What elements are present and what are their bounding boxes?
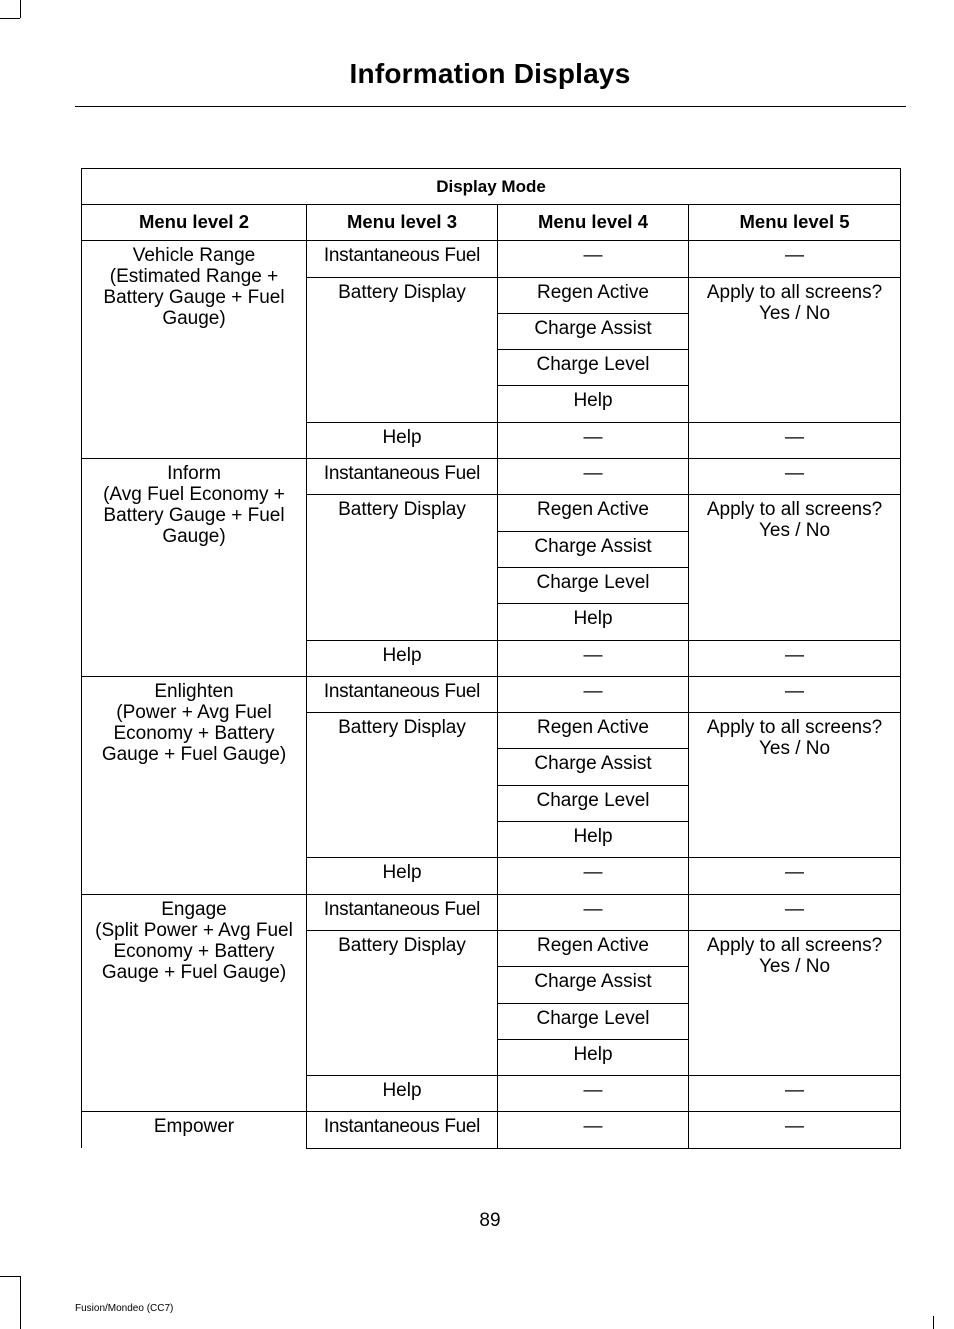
menu-level-4-cell: — bbox=[498, 241, 689, 277]
crop-mark bbox=[0, 18, 20, 19]
menu-level-5-cell: — bbox=[689, 422, 901, 458]
menu-level-3-cell: Help bbox=[307, 640, 498, 676]
menu-level-3-cell: Instantaneous Fuel bbox=[307, 459, 498, 495]
display-mode-table bbox=[81, 168, 901, 1149]
table-row bbox=[82, 241, 901, 277]
menu-level-3-cell: Help bbox=[307, 422, 498, 458]
menu-level-4-cell: Charge Assist bbox=[498, 531, 689, 567]
menu-level-2-name: Engage bbox=[161, 898, 227, 920]
menu-level-5-cell: — bbox=[689, 241, 901, 277]
menu-level-4-cell: Charge Assist bbox=[498, 313, 689, 349]
menu-level-4-cell: — bbox=[498, 422, 689, 458]
column-header: Menu level 3 bbox=[307, 205, 498, 241]
menu-level-4-cell: Regen Active bbox=[498, 277, 689, 313]
menu-level-4-cell: Help bbox=[498, 386, 689, 422]
title-divider bbox=[75, 106, 906, 107]
crop-mark bbox=[20, 1276, 21, 1329]
menu-level-2-cell bbox=[82, 894, 307, 1112]
menu-level-4-cell: — bbox=[498, 640, 689, 676]
menu-level-2-cell bbox=[82, 676, 307, 894]
menu-level-4-cell: Charge Level bbox=[498, 1003, 689, 1039]
footer-model: Fusion/Mondeo (CC7) bbox=[75, 1303, 174, 1314]
menu-level-4-cell: — bbox=[498, 459, 689, 495]
menu-level-4-cell: Charge Assist bbox=[498, 749, 689, 785]
menu-level-3-cell: Instantaneous Fuel bbox=[307, 241, 498, 277]
menu-level-2-detail: (Estimated Range + Battery Gauge + Fuel Gauge) bbox=[103, 266, 285, 330]
menu-level-3-cell: Help bbox=[307, 858, 498, 894]
menu-level-4-cell: Charge Level bbox=[498, 567, 689, 603]
menu-level-5-cell: — bbox=[689, 459, 901, 495]
table-row bbox=[82, 1112, 901, 1148]
menu-level-3-cell: Battery Display bbox=[307, 495, 498, 640]
menu-level-3-cell: Instantaneous Fuel bbox=[307, 676, 498, 712]
menu-level-5-cell: — bbox=[689, 858, 901, 894]
menu-level-2-cell bbox=[82, 459, 307, 677]
menu-level-3-cell: Battery Display bbox=[307, 277, 498, 422]
menu-level-3-cell: Instantaneous Fuel bbox=[307, 1112, 498, 1148]
menu-level-4-cell: Charge Assist bbox=[498, 967, 689, 1003]
menu-level-5-cell: — bbox=[689, 1112, 901, 1148]
menu-level-5-cell: Apply to all screens? Yes / No bbox=[689, 930, 901, 1075]
crop-mark bbox=[0, 1276, 20, 1277]
menu-level-4-cell: Help bbox=[498, 822, 689, 858]
menu-level-2-name: Inform bbox=[167, 463, 221, 485]
menu-level-4-cell: Regen Active bbox=[498, 930, 689, 966]
column-header: Menu level 4 bbox=[498, 205, 689, 241]
menu-level-5-cell: — bbox=[689, 1076, 901, 1112]
table-row bbox=[82, 894, 901, 930]
column-header: Menu level 2 bbox=[82, 205, 307, 241]
menu-level-4-cell: — bbox=[498, 1112, 689, 1148]
menu-level-2-detail: (Power + Avg Fuel Economy + Battery Gauge + Fuel Gauge) bbox=[101, 701, 287, 765]
menu-level-4-cell: Charge Level bbox=[498, 785, 689, 821]
menu-level-4-cell: Help bbox=[498, 604, 689, 640]
menu-level-4-cell: — bbox=[498, 894, 689, 930]
menu-level-5-cell: — bbox=[689, 640, 901, 676]
menu-level-3-cell: Battery Display bbox=[307, 713, 498, 858]
menu-level-2-name: Vehicle Range bbox=[132, 245, 256, 267]
menu-level-2-name: Enlighten bbox=[154, 680, 234, 702]
menu-level-4-cell: — bbox=[498, 676, 689, 712]
menu-level-4-cell: Charge Level bbox=[498, 350, 689, 386]
table-row bbox=[82, 459, 901, 495]
menu-level-5-cell: Apply to all screens? Yes / No bbox=[689, 713, 901, 858]
menu-level-2-detail: (Split Power + Avg Fuel Economy + Battery Gauge + Fuel Gauge) bbox=[95, 919, 293, 983]
menu-level-2-cell: Empower bbox=[82, 1112, 307, 1148]
page-title: Information Displays bbox=[349, 58, 631, 89]
menu-level-4-cell: Regen Active bbox=[498, 713, 689, 749]
menu-level-3-cell: Battery Display bbox=[307, 930, 498, 1075]
crop-mark bbox=[933, 1316, 934, 1329]
menu-level-5-cell: — bbox=[689, 676, 901, 712]
menu-level-3-cell: Instantaneous Fuel bbox=[307, 894, 498, 930]
menu-level-2-detail: (Avg Fuel Economy + Battery Gauge + Fuel Gauge) bbox=[103, 484, 285, 548]
menu-level-4-cell: Regen Active bbox=[498, 495, 689, 531]
table-row bbox=[82, 676, 901, 712]
menu-level-4-cell: Help bbox=[498, 1039, 689, 1075]
page-number: 89 bbox=[479, 1210, 501, 1231]
menu-level-5-cell: — bbox=[689, 894, 901, 930]
table-caption: Display Mode bbox=[82, 169, 901, 205]
menu-level-2-cell bbox=[82, 241, 307, 459]
column-header: Menu level 5 bbox=[689, 205, 901, 241]
menu-level-5-cell: Apply to all screens? Yes / No bbox=[689, 495, 901, 640]
menu-level-4-cell: — bbox=[498, 858, 689, 894]
menu-level-4-cell: — bbox=[498, 1076, 689, 1112]
menu-level-3-cell: Help bbox=[307, 1076, 498, 1112]
menu-level-5-cell: Apply to all screens? Yes / No bbox=[689, 277, 901, 422]
crop-mark bbox=[20, 0, 21, 18]
table-body bbox=[82, 241, 901, 1148]
